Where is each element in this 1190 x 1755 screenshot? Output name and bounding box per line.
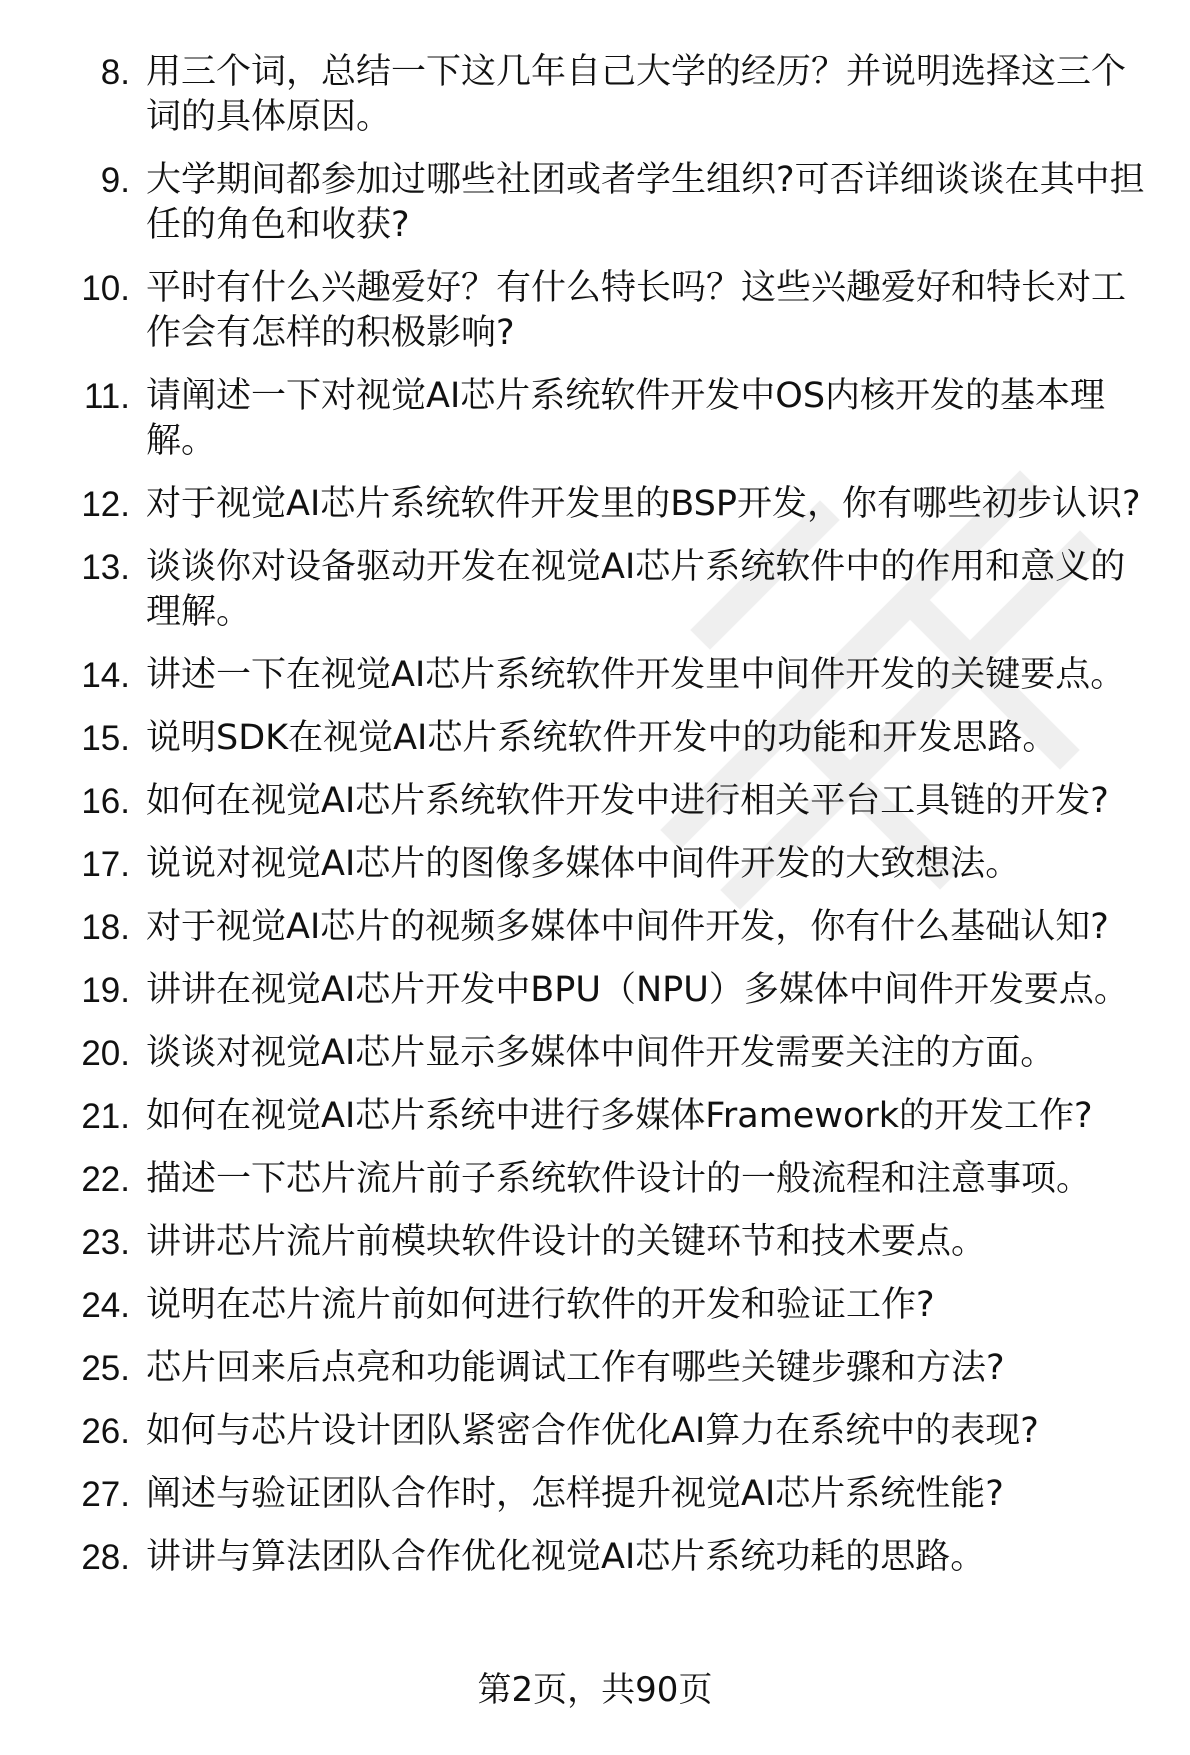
list-item xyxy=(58,1031,1158,1076)
question-text: 说明SDK在视觉AI芯片系统软件开发中的功能和开发思路。 xyxy=(146,718,1058,758)
question-text: 讲讲芯片流片前模块软件设计的关键环节和技术要点。 xyxy=(146,1222,987,1262)
list-item xyxy=(58,374,1158,464)
list-item xyxy=(58,50,1158,140)
list-item xyxy=(58,1535,1158,1580)
question-text: 讲讲与算法团队合作优化视觉AI芯片系统功耗的思路。 xyxy=(146,1537,986,1577)
question-number: 9. xyxy=(100,161,130,200)
list-item xyxy=(58,482,1158,527)
question-text: 芯片回来后点亮和功能调试工作有哪些关键步骤和方法? xyxy=(146,1348,1005,1388)
list-item xyxy=(58,1157,1158,1202)
question-number: 26. xyxy=(81,1412,130,1451)
question-number: 21. xyxy=(81,1097,130,1136)
question-number: 11. xyxy=(83,377,130,416)
question-number: 19. xyxy=(81,971,130,1010)
question-text: 对于视觉AI芯片的视频多媒体中间件开发，你有什么基础认知? xyxy=(146,907,1109,947)
list-item xyxy=(58,1409,1158,1454)
question-list xyxy=(58,50,1158,1598)
question-number: 12. xyxy=(81,485,130,524)
list-item xyxy=(58,968,1158,1013)
question-text: 谈谈对视觉AI芯片显示多媒体中间件开发需要关注的方面。 xyxy=(146,1033,1056,1073)
question-text: 讲述一下在视觉AI芯片系统软件开发里中间件开发的关键要点。 xyxy=(146,655,1126,695)
question-number: 8. xyxy=(100,53,130,92)
question-number: 20. xyxy=(81,1034,130,1073)
question-number: 15. xyxy=(81,719,130,758)
question-number: 18. xyxy=(81,908,130,947)
question-text: 请阐述一下对视觉AI芯片系统软件开发中OS内核开发的基本理解。 xyxy=(146,376,1106,461)
question-text: 说明在芯片流片前如何进行软件的开发和验证工作? xyxy=(146,1285,935,1325)
question-text: 描述一下芯片流片前子系统软件设计的一般流程和注意事项。 xyxy=(146,1159,1092,1199)
question-text: 说说对视觉AI芯片的图像多媒体中间件开发的大致想法。 xyxy=(146,844,1021,884)
list-item xyxy=(58,545,1158,635)
question-number: 17. xyxy=(81,845,130,884)
list-item xyxy=(58,1283,1158,1328)
question-text: 大学期间都参加过哪些社团或者学生组织?可否详细谈谈在其中担任的角色和收获? xyxy=(146,160,1145,245)
question-number: 23. xyxy=(81,1223,130,1262)
page-indicator: 第2页，共90页 xyxy=(477,1670,713,1710)
list-item xyxy=(58,842,1158,887)
question-text: 如何在视觉AI芯片系统软件开发中进行相关平台工具链的开发? xyxy=(146,781,1109,821)
list-item xyxy=(58,266,1158,356)
list-item xyxy=(58,158,1158,248)
question-text: 平时有什么兴趣爱好？有什么特长吗？这些兴趣爱好和特长对工作会有怎样的积极影响? xyxy=(146,268,1127,353)
list-item xyxy=(58,779,1158,824)
question-number: 25. xyxy=(81,1349,130,1388)
question-text: 如何在视觉AI芯片系统中进行多媒体Framework的开发工作? xyxy=(146,1096,1093,1136)
list-item xyxy=(58,1472,1158,1517)
question-text: 阐述与验证团队合作时，怎样提升视觉AI芯片系统性能? xyxy=(146,1474,1004,1514)
question-number: 24. xyxy=(81,1286,130,1325)
list-item xyxy=(58,905,1158,950)
list-item xyxy=(58,716,1158,761)
list-item xyxy=(58,1094,1158,1139)
question-number: 14. xyxy=(81,656,130,695)
list-item xyxy=(58,1220,1158,1265)
question-number: 16. xyxy=(81,782,130,821)
list-item xyxy=(58,1346,1158,1391)
question-number: 27. xyxy=(81,1475,130,1514)
question-number: 10. xyxy=(81,269,130,308)
question-number: 28. xyxy=(81,1538,130,1577)
question-text: 谈谈你对设备驱动开发在视觉AI芯片系统软件中的作用和意义的理解。 xyxy=(146,547,1126,632)
list-item xyxy=(58,653,1158,698)
question-number: 22. xyxy=(81,1160,130,1199)
question-text: 讲讲在视觉AI芯片开发中BPU（NPU）多媒体中间件开发要点。 xyxy=(146,970,1129,1010)
question-text: 用三个词，总结一下这几年自己大学的经历？并说明选择这三个词的具体原因。 xyxy=(146,52,1127,137)
question-text: 如何与芯片设计团队紧密合作优化AI算力在系统中的表现? xyxy=(146,1411,1039,1451)
question-number: 13. xyxy=(81,548,130,587)
question-text: 对于视觉AI芯片系统软件开发里的BSP开发，你有哪些初步认识? xyxy=(146,484,1141,524)
